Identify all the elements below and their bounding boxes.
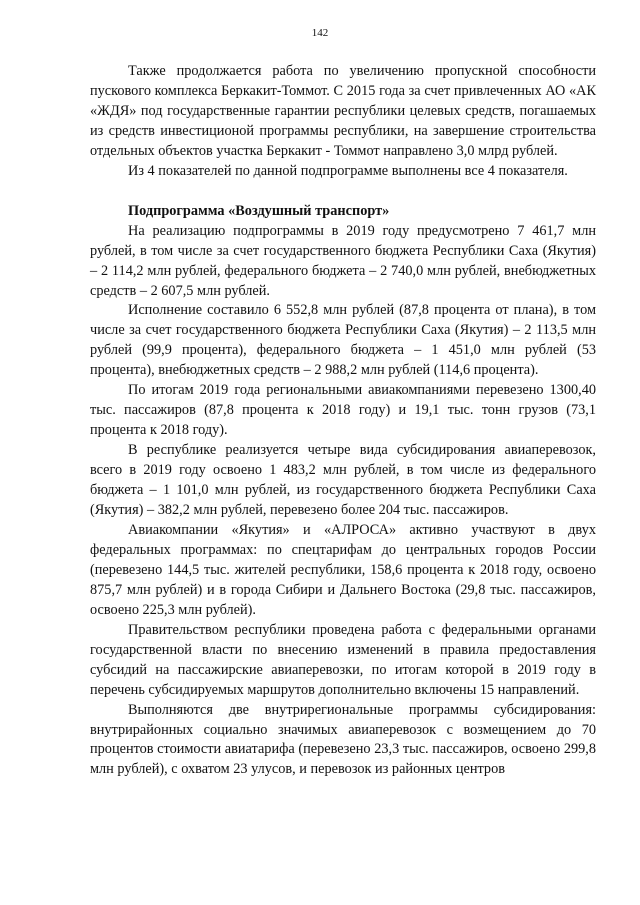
paragraph-government-work: Правительством республики проведена работа с федеральными органами государственной власти по внесению изменений в правила предоставления субсидий на пассажирские авиаперевозки, по итогам которой в 2019 году в перечень субсидируемых маршрутов дополнительно включены 15 направлений. — [90, 621, 596, 698]
paragraph-railway-indicators: Из 4 показателей по данной подпрограмме выполнены все 4 показателя. — [128, 162, 568, 179]
paragraph-railway-financing: Также продолжается работа по увеличению пропускной способности пускового комплекса Беркакит-Томмот. С 2015 года за счет привлеченных АО «АК «ЖДЯ» под государственные гарантии республики целевых средств, погашаемых из средств инвестиционой программы республики, на завершение строительства отдельных объектов участка Беркакит - Томмот направлено 3,0 млрд рублей. — [90, 63, 596, 159]
paragraph-regional-programs: Выполняются две внутрирегиональные программы субсидирования: внутрирайонных социально значимых авиаперевозок с возмещением до 70 процентов стоимости авиатарифа (перевезено 23,3 тыс. пассажиров, освоено 299,8 млн рублей), с охватом 23 улусов, и перевозок из районных центров — [90, 701, 596, 778]
paragraph-planned-funding: На реализацию подпрограммы в 2019 году предусмотрено 7 461,7 млн рублей, в том числе за счет государственного бюджета Республики Саха (Якутия) – 2 114,2 млн рублей, федерального бюджета – 2 740,0 млн рублей, внебюджетных средств – 2 607,5 млн рублей. — [90, 222, 596, 299]
paragraph-execution: Исполнение составило 6 552,8 млн рублей (87,8 процента от плана), в том числе за счет государственного бюджета Республики Саха (Якутия) – 2 113,5 млн рублей (99,9 процента), федерального бюджета – 1 451,0 млн рублей (53 процента), внебюджетных средств – 2 988,2 млн рублей (114,6 процента). — [90, 302, 596, 379]
paragraph-subsidy-types: В республике реализуется четыре вида субсидирования авиаперевозок, всего в 2019 году освоено 1 483,2 млн рублей, в том числе из федерального бюджета – 1 101,0 млн рублей, из государственного бюджета Республики Саха (Якутия) – 382,2 млн рублей, перевезено более 204 тыс. пассажиров. — [90, 442, 596, 519]
page-number: 142 — [311, 27, 329, 39]
paragraph-passenger-results: По итогам 2019 года региональными авиакомпаниями перевезено 1300,40 тыс. пассажиров (87,8 процента к 2018 году) и 19,1 тыс. тонн грузов (73,1 процента к 2018 году). — [90, 382, 596, 439]
paragraph-federal-programs: Авиакомпании «Якутия» и «АЛРОСА» активно участвуют в двух федеральных программах: по спецтарифам до центральных городов России (перевезено 144,5 тыс. жителей республики, 158,6 процента к 2018 году, освоено 875,7 млн рублей) и в города Сибири и Дальнего Востока (29,8 тыс. пассажиров, освоено 225,3 млн рублей). — [90, 521, 596, 618]
body-text — [90, 62, 596, 780]
section-heading-air-transport: Подпрограмма «Воздушный транспорт» — [128, 202, 390, 219]
